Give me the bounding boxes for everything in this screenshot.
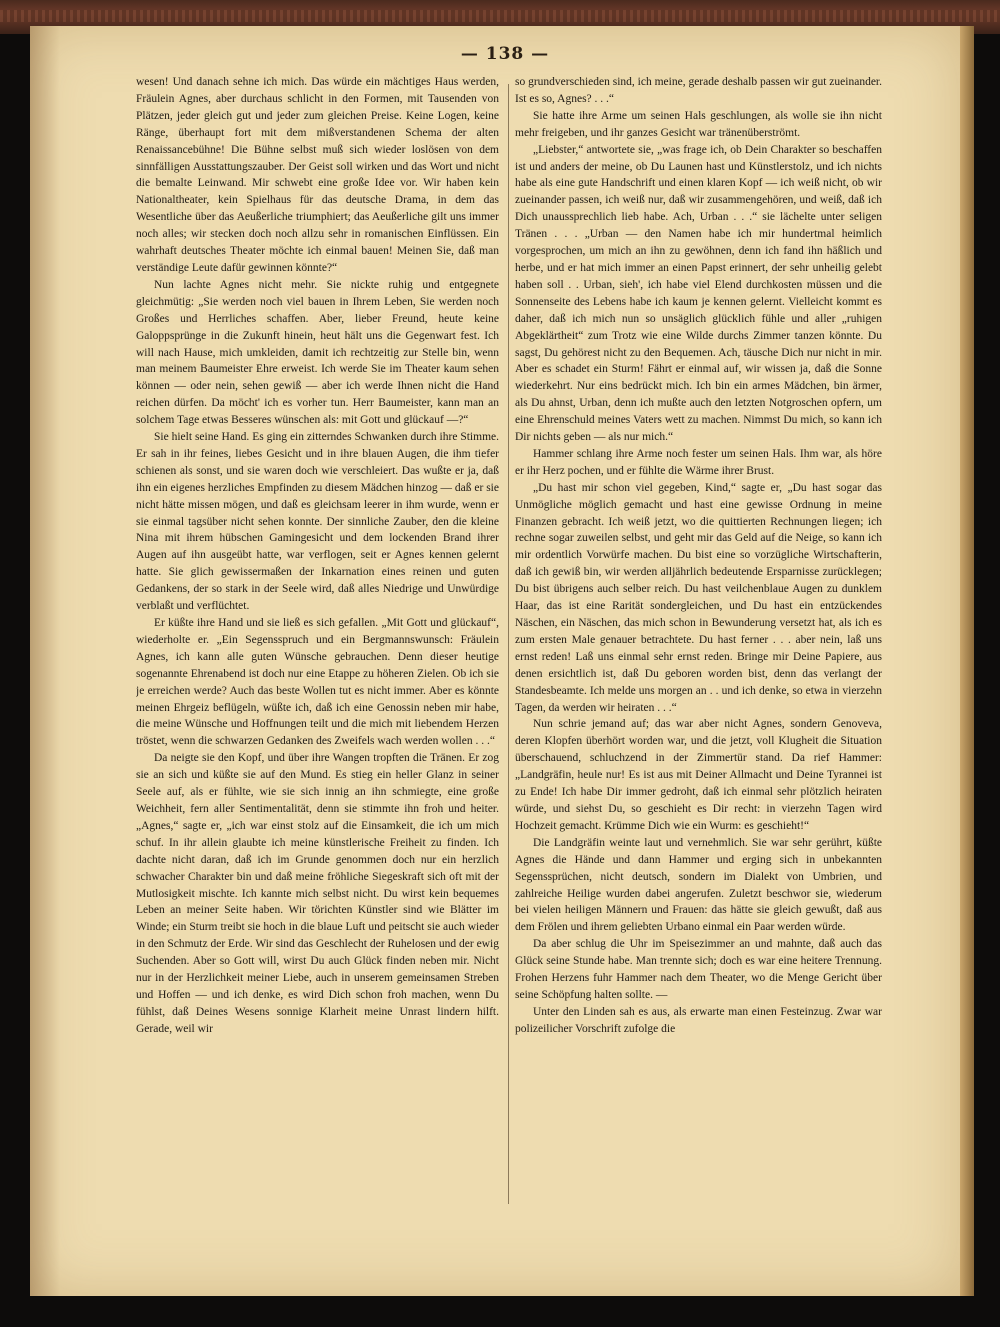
right-paragraph: Hammer schlang ihre Arme noch fester um seinen Hals. Ihm war, als höre er ihr Herz pochen, und er fühlte die Wärme ihrer Brust. [515,447,882,477]
left-column [136,74,499,1224]
column-divider [508,84,509,1204]
left-paragraph: Nun lachte Agnes nicht mehr. Sie nickte ruhig und entgegnete gleichmütig: „Sie werden noch viel bauen in Ihrem Leben, Sie werden noch Großes und Herrliches schaffen. Aber, lieber Freund, heute keine Galoppsprünge in die Zukunft hinein, heut hält uns die Gegenwart fest. Ich will nach Hause, mich umkleiden, damit ich rechtzeitig zur Stelle bin, wenn man meinem Baumeister Ehre erweist. Ich werde Sie im Theater kaum sehen können — oder nein, sehen gewiß — aber ich werde Ihnen nicht die Hand reichen dürfen. Da möcht' ich es vorher tun. Herr Baumeister, kann man an solchem Tage etwas Besseres wünschen als: mit Gott und glückauf —?“ [136,278,499,427]
left-paragraph: Er küßte ihre Hand und sie ließ es sich gefallen. „Mit Gott und glückauf“, wiederholte er. „Ein Segensspruch und ein Bergmannswunsch: Fräulein Agnes, ich kann alle guten Wünsche gebrauchen. Denn dieser heutige sogenannte Ehrenabend ist doch nur eine Etappe zu höheren Zielen. Ob ich sie je erreichen werde? Auch das beste Wollen tut es nicht immer. Aber es könnte meinen Ehrgeiz beflügeln, wüßte ich, daß ich eine Genossin neben mir habe, die meine Wünsche und Hoffnungen teilt und die mich mit liebendem Herzen tröstet, wenn die schwarzen Gedanken des Zweifels wach werden wollen . . .“ [136,617,499,748]
page-edge [960,26,974,1296]
right-paragraph: so grundverschieden sind, ich meine, gerade deshalb passen wir gut zueinander. Ist es so, Agnes? . . .“ [515,76,882,105]
right-paragraph: Die Landgräfin weinte laut und vernehmlich. Sie war sehr gerührt, küßte Agnes die Hände und dann Hammer und erging sich in unbekannten Segenssprüchen, nicht deutsch, sondern im Dialekt von Umbrien, und zahlreiche Heilige wurden dabei angerufen. Zuletzt beschwor sie, wiederum bei vielen heiligen Männern und Frauen: das hätte sie gleich gewußt, daß aus dem Frölen und ihrem geliebten Urbano einmal ein Paar werden würde. [515,836,882,934]
right-paragraph: Nun schrie jemand auf; das war aber nicht Agnes, sondern Genoveva, deren Klopfen überhört worden war, und die jetzt, voll Klugheit die Situation überschauend, schluchzend in der Zimmertür stand. Da rief Hammer: „Landgräfin, heule nur! Es ist aus mit Deiner Allmacht und Deine Tyrannei ist zu Ende! Ich habe Dir immer gedroht, daß ich einmal sehr plötzlich heiraten würde, und siehst Du, so geschieht es Dir recht: in vierzehn Tagen wird Hochzeit gemacht. Krümme Dich wie ein Wurm: es geschieht!“ [515,718,882,832]
right-paragraph: Unter den Linden sah es aus, als erwarte man einen Festeinzug. Zwar war polizeilicher Vorschrift zufolge die [515,1005,882,1035]
right-paragraph: „Du hast mir schon viel gegeben, Kind,“ sagte er, „Du hast sogar das Unmögliche möglich gemacht und hast eine gewisse Ordnung in meine Finanzen gebracht. Ich weiß jetzt, wo die quittierten Rechnungen liegen; ich rechne sogar zuweilen selbst, und geht mir das Geld auf die Neige, so kann ich mir ordentlich Vorwürfe machen. Du bist eine so vorzügliche Wirtschafterin, daß ich gewiß bin, wir werden alljährlich bedeutende Ersparnisse zurücklegen; Du bist übrigens auch selber reich. Du hast veilchenblaue Augen zu dunklem Haar, das ist eine Rarität sondergleichen, und Du hast ein entzückendes Näschen, ein Näschen, das mich schon in Bewunderung versetzt hat, als ich es zum ersten Male genauer betrachtete. Du hast ferner . . . aber nein, laß uns ernst reden! Laß uns einmal sehr ernst reden. Bringe mir Deine Papiere, aus denen ersichtlich ist, daß Du geboren worden bist, denn das verlangt der Standesbeamte. Ich melde uns morgen an . . und ich denke, so etwa in vierzehn Tagen, da werden wir heiraten . . .“ [515,481,882,714]
right-paragraph: Da aber schlug die Uhr im Speisezimmer an und mahnte, daß auch das Glück seine Stunde habe. Man trennte sich; doch es war eine heitere Trennung. Frohen Herzens fuhr Hammer nach dem Theater, wo die Menge Gericht über seine Schöpfung halten sollte. — [515,938,882,1001]
right-column [515,74,882,1224]
page-number: — 138 — [460,44,550,64]
left-paragraph: Sie hielt seine Hand. Es ging ein zitterndes Schwanken durch ihre Stimme. Er sah in ihr feines, liebes Gesicht und in ihre blauen Augen, die ihm tiefer schienen als sonst, und sie waren doch wie verschleiert. Das wußte er ja, daß ihn ein eigenes herzliches Empfinden zu diesem Mädchen hinzog — daß er sie nicht hätte missen mögen, und daß es gleichsam leerer in ihm wurde, wenn er sie einmal tagsüber nicht sehen konnte. Der sinnliche Zauber, den die kleine Nina mit ihrem hübschen Gamingesicht und dem lockenden Brand ihrer Augen auf ihn ausgeübt hatte, war verflogen, seit er Agnes kennen gelernt hatte. Sie glich gewissermaßen der Inkarnation eines reinen und guten Gedankens, der so stark in der Seele wird, daß alles Niedrige und Unwürdige verblaßt und verflüchtet. [136,431,499,613]
right-paragraph: „Liebster,“ antwortete sie, „was frage ich, ob Dein Charakter so beschaffen ist und anders der meine, ob Du Launen hast und Künstlerstolz, und ich nichts habe als eine gute Handschrift und einen klaren Kopf — ich weiß nicht, ob wir zueinander passen, ich weiß nur, daß wir zusammengehören, und weiß, daß ich Dich unaussprechlich lieb habe. Ach, Urban . . .“ sie lächelte unter seligen Tränen . . . „Urban — den Namen habe ich mir hundertmal heimlich vorgesprochen, um mich an ihn zu gewöhnen, denn ich fand ihn häßlich und herbe, und er hat mich immer an einen Papst erinnert, der sehr unheilig gelebt haben soll . . Urban, sieh', ich habe viel Elend durchkosten müssen und die Sonnenseite des Lebens habe ich kaum je kennen gelernt. Vielleicht kommt es daher, daß ich mich nun so unsäglich glücklich fühle und aller „ruhigen Abgeklärtheit“ zum Trotz wie eine Wilde durchs Zimmer tanzen könnte. Du sagst, Du gehörest nicht zu den Bequemen. Ach, täusche Dich nur nicht in mir. Aber es schadet ein Sturm! Fährt er einmal auf, wir wissen ja, daß die Sonne wiederkehrt. Nur eins bedrückt mich. Ich bin ein armes Mädchen, bin ärmer, als Du ahnst, Urban, denn ich mußte auch den letzten Notgroschen opfern, um eine Ehrenschuld meines Vaters wett zu machen. Nimmst Du mich, so kann ich Dir nichts geben — als nur mich.“ [515,143,882,444]
right-paragraph: Sie hatte ihre Arme um seinen Hals geschlungen, als wolle sie ihn nicht mehr freigeben, und ihr ganzes Gesicht war tränenüberströmt. [515,109,882,139]
left-paragraph: wesen! Und danach sehne ich mich. Das würde ein mächtiges Haus werden, Fräulein Agnes, aber durchaus schlicht in den Formen, mit Tausenden von Plätzen, jeder gleich gut und jeder zum gleichen Preise. Keine Logen, keine Ränge, überhaupt fort mit dem mißverstandenen Schema der alten Renaissancebühne! Die Bühne selbst muß sich wieder loslösen von dem sinnfälligen Ausstattungszauber. Der Geist soll wirken und das Wort und nicht die bemalte Leinwand. Mir schwebt eine große Idee vor. Wir haben kein Nationaltheater, kein Spielhaus für das deutsche Drama, in dem das Wesentliche über das Aeußerliche triumphiert; das Aeußerliche gilt uns immer noch alles; wir stecken doch noch allzu sehr in romanischen Einflüssen. Ein wahrhaft deutsches Theater möchte ich einmal bauen! Meinen Sie, daß man verständige Leute dafür gewinnen könnte?“ [136,76,499,274]
left-paragraph: Da neigte sie den Kopf, und über ihre Wangen tropften die Tränen. Er zog sie an sich und küßte sie auf den Mund. Es stieg ein heller Glanz in seiner Seele auf, als er fühlte, wie sie sich innig an ihn schmiegte, eine große Weichheit, fern aller Sentimentalität, denn sie stimmte ihn froh und heiter. „Agnes,“ sagte er, „ich war einst stolz auf die Einsamkeit, die ich um mich schuf. In ihr allein glaubte ich meine künstlerische Freiheit zu finden. Ich dachte nicht daran, daß ich im Grunde genommen doch nur ein herzlich schwacher Charakter bin und daß meine fröhliche Siegeskraft sich oft mit der Mutlosigkeit mischte. Ich kannte mich selbst nicht. Du wirst kein bequemes Leben an meiner Seite haben. Wir törichten Künstler sind wie Blätter im Winde; ein Sturm treibt sie hoch in die blaue Luft und peitscht sie auch wieder in den Schmutz der Erde. Wir sind das Geschlecht der Ruhelosen und der ewig Suchenden. Aber so Gott will, wirst Du auch Glück finden neben mir. Nicht nur in der Herzlichkeit meiner Liebe, auch in unserem gemeinsamen Streben und Hoffen — und ich denke, es wird Dich schon froh machen, wenn Du fühlst, daß Deines Wesens sonnige Klarheit meine Unrast lindern hilft. Gerade, weil wir [136,752,499,1035]
